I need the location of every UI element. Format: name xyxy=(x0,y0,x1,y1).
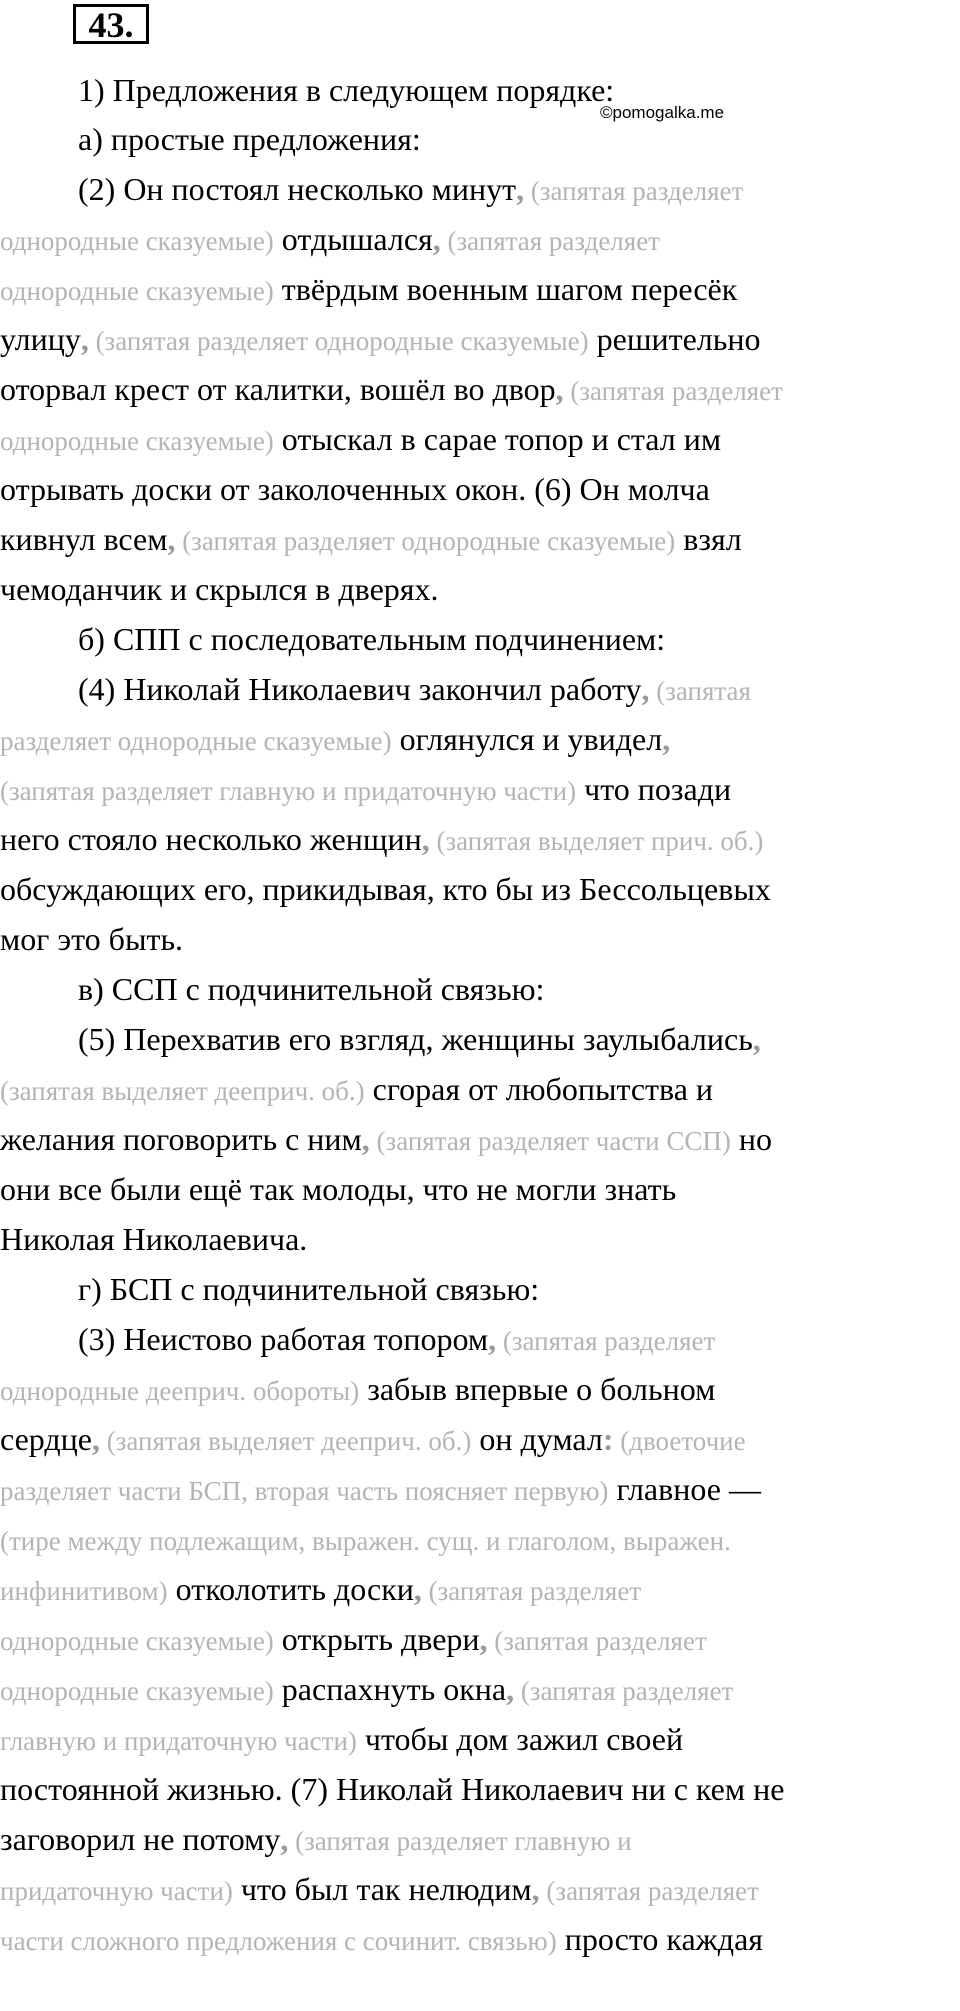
punctuation-mark: , xyxy=(752,1021,761,1057)
sentence-text: что позади xyxy=(576,771,732,807)
punctuation-note: (запятая разделяет xyxy=(487,1626,707,1656)
punctuation-note: (запятая разделяет xyxy=(524,176,744,206)
punctuation-note: однородные сказуемые) xyxy=(0,426,274,456)
text-line xyxy=(78,1019,761,1059)
punctuation-mark: , xyxy=(531,1871,540,1907)
sentence-text: отдышался xyxy=(273,221,433,257)
punctuation-mark: , xyxy=(361,1121,370,1157)
punctuation-note: (запятая разделяет xyxy=(421,1576,642,1606)
text-line xyxy=(0,1119,772,1161)
punctuation-note: инфинитивом) xyxy=(0,1576,168,1606)
text-line xyxy=(0,719,670,761)
text-line xyxy=(0,869,771,909)
punctuation-mark: , xyxy=(421,821,430,857)
text-line xyxy=(0,219,660,261)
text-line xyxy=(78,1269,539,1309)
punctuation-mark: , xyxy=(506,1671,515,1707)
punctuation-mark: , xyxy=(413,1571,422,1607)
punctuation-note: придаточную части) xyxy=(0,1876,233,1906)
text-line xyxy=(0,919,183,959)
sentence-text: отколотить доски xyxy=(167,1571,414,1607)
punctuation-note: однородные сказуемые) xyxy=(0,1676,274,1706)
punctuation-mark: , xyxy=(479,1621,488,1657)
punctuation-mark: , xyxy=(662,721,671,757)
punctuation-note: однородные сказуемые) xyxy=(0,276,274,306)
text-line xyxy=(0,1819,632,1861)
sentence-text: обсуждающих его, прикидывая, кто бы из Бессольцевых xyxy=(0,871,771,907)
punctuation-mark: , xyxy=(280,1821,289,1857)
punctuation-mark: , xyxy=(91,1421,100,1457)
punctuation-note: (запятая разделяет главную и придаточную части) xyxy=(0,776,577,806)
sentence-text: кивнул всем xyxy=(0,521,168,557)
text-line xyxy=(78,1319,715,1361)
sentence-text: постоянной жизнью. (7) Николай Николаевич ни с кем не xyxy=(0,1771,785,1807)
text-line xyxy=(0,419,721,461)
task-number: 43. xyxy=(73,4,149,44)
sentence-text: решительно xyxy=(588,321,761,357)
punctuation-note: (запятая разделяет главную и xyxy=(288,1826,632,1856)
watermark: ©pomogalka.me xyxy=(600,103,725,122)
punctuation-note: части сложного предложения с сочинит. связью) xyxy=(0,1926,557,1956)
text-line xyxy=(0,769,731,811)
text-line xyxy=(0,269,737,311)
punctuation-mark: , xyxy=(488,1321,497,1357)
text-line xyxy=(0,1419,746,1461)
sentence-text: желания поговорить с ним xyxy=(0,1121,362,1157)
text-line xyxy=(0,1569,641,1611)
text-line xyxy=(0,1719,683,1761)
text-line xyxy=(0,1919,763,1961)
punctuation-mark: , xyxy=(167,521,176,557)
punctuation-note: (запятая разделяет xyxy=(539,1876,759,1906)
sentence-text: отрывать доски от заколоченных окон. (6) Он молча xyxy=(0,471,710,507)
punctuation-note: (запятая выделяет дееприч. об.) xyxy=(99,1426,472,1456)
punctuation-note: однородные сказуемые) xyxy=(0,226,274,256)
sentence-text: Николая Николаевича. xyxy=(0,1221,308,1257)
punctuation-note: (запятая разделяет xyxy=(496,1326,716,1356)
text-line xyxy=(0,1169,676,1209)
text-line xyxy=(0,319,760,361)
sentence-text: что был так нелюдим xyxy=(232,1871,532,1907)
text-line xyxy=(0,1519,731,1561)
text-line xyxy=(0,819,763,861)
punctuation-note: (запятая разделяет части ССП) xyxy=(369,1126,731,1156)
sentence-text: а) простые предложения: xyxy=(78,121,421,157)
punctuation-note: (запятая разделяет xyxy=(440,226,660,256)
sentence-text: сгорая от любопытства и xyxy=(364,1071,714,1107)
text-line xyxy=(0,569,439,609)
text-line xyxy=(0,369,783,411)
punctuation-note: (двоеточие xyxy=(613,1426,746,1456)
punctuation-mark: , xyxy=(432,221,441,257)
sentence-text: просто каждая xyxy=(556,1921,763,1957)
sentence-text: но xyxy=(730,1121,772,1157)
sentence-text: него стояло несколько женщин xyxy=(0,821,422,857)
text-line xyxy=(0,1469,761,1511)
sentence-text: твёрдым военным шагом пересёк xyxy=(273,271,738,307)
sentence-text: улицу xyxy=(0,321,81,357)
sentence-text: они все были ещё так молоды, что не могли знать xyxy=(0,1171,677,1207)
punctuation-mark: , xyxy=(516,171,525,207)
sentence-text: оторвал крест от калитки, вошёл во двор xyxy=(0,371,556,407)
sentence-text: (5) Перехватив его взгляд, женщины заулыбались xyxy=(78,1021,753,1057)
sentence-text: главное — xyxy=(608,1471,761,1507)
punctuation-note: (тире между подлежащим, выражен. сущ. и глаголом, выражен. xyxy=(0,1526,731,1556)
sentence-text: мог это быть. xyxy=(0,921,184,957)
sentence-text: чтобы дом зажил своей xyxy=(356,1721,684,1757)
sentence-text: 1) Предложения в следующем порядке: xyxy=(78,72,615,108)
punctuation-note: разделяет однородные сказуемые) xyxy=(0,726,392,756)
punctuation-note: (запятая разделяет однородные сказуемые) xyxy=(175,526,676,556)
punctuation-note: (запятая разделяет однородные сказуемые) xyxy=(88,326,589,356)
punctuation-mark: , xyxy=(80,321,89,357)
text-line xyxy=(78,169,743,211)
sentence-text: оглянулся и увидел xyxy=(391,721,663,757)
text-line xyxy=(78,119,421,159)
text-line xyxy=(0,1619,707,1661)
sentence-text: (2) Он постоял несколько минут xyxy=(78,171,517,207)
text-line xyxy=(78,619,665,659)
punctuation-note: (запятая выделяет прич. об.) xyxy=(429,826,764,856)
text-line xyxy=(0,1769,784,1809)
punctuation-note: главную и придаточную части) xyxy=(0,1726,357,1756)
sentence-text: г) БСП с подчинительной связью: xyxy=(78,1271,540,1307)
text-line xyxy=(0,1369,715,1411)
sentence-text: (4) Николай Николаевич закончил работу xyxy=(78,671,642,707)
sentence-text: взял xyxy=(675,521,742,557)
sentence-text: сердце xyxy=(0,1421,92,1457)
sentence-text: в) ССП с подчинительной связью: xyxy=(78,971,545,1007)
punctuation-mark: , xyxy=(641,671,650,707)
text-line xyxy=(0,1219,307,1259)
text-line xyxy=(78,969,544,1009)
punctuation-mark: : xyxy=(602,1421,614,1457)
text-line xyxy=(78,669,751,711)
punctuation-note: (запятая разделяет xyxy=(563,376,783,406)
text-line xyxy=(0,1069,713,1111)
sentence-text: открыть двери xyxy=(273,1621,480,1657)
text-line xyxy=(0,1669,733,1711)
sentence-text: он думал xyxy=(471,1421,603,1457)
sentence-text: чемоданчик и скрылся в дверях. xyxy=(0,571,439,607)
sentence-text: распахнуть окна xyxy=(273,1671,507,1707)
sentence-text: заговорил не потому xyxy=(0,1821,281,1857)
sentence-text: б) СПП с последовательным подчинением: xyxy=(78,621,666,657)
sentence-text: забыв впервые о больном xyxy=(359,1371,716,1407)
punctuation-note: (запятая xyxy=(649,676,751,706)
sentence-text: (3) Неистово работая топором xyxy=(78,1321,489,1357)
text-line xyxy=(0,519,742,561)
text-line xyxy=(0,1869,759,1911)
punctuation-mark: , xyxy=(555,371,564,407)
punctuation-note: разделяет части БСП, вторая часть поясняет первую) xyxy=(0,1476,609,1506)
text-line xyxy=(0,469,710,509)
punctuation-note: однородные сказуемые) xyxy=(0,1626,274,1656)
punctuation-note: (запятая выделяет дееприч. об.) xyxy=(0,1076,365,1106)
text-line xyxy=(78,70,614,110)
punctuation-note: (запятая разделяет xyxy=(514,1676,734,1706)
sentence-text: отыскал в сарае топор и стал им xyxy=(273,421,722,457)
punctuation-note: однородные дееприч. обороты) xyxy=(0,1376,360,1406)
